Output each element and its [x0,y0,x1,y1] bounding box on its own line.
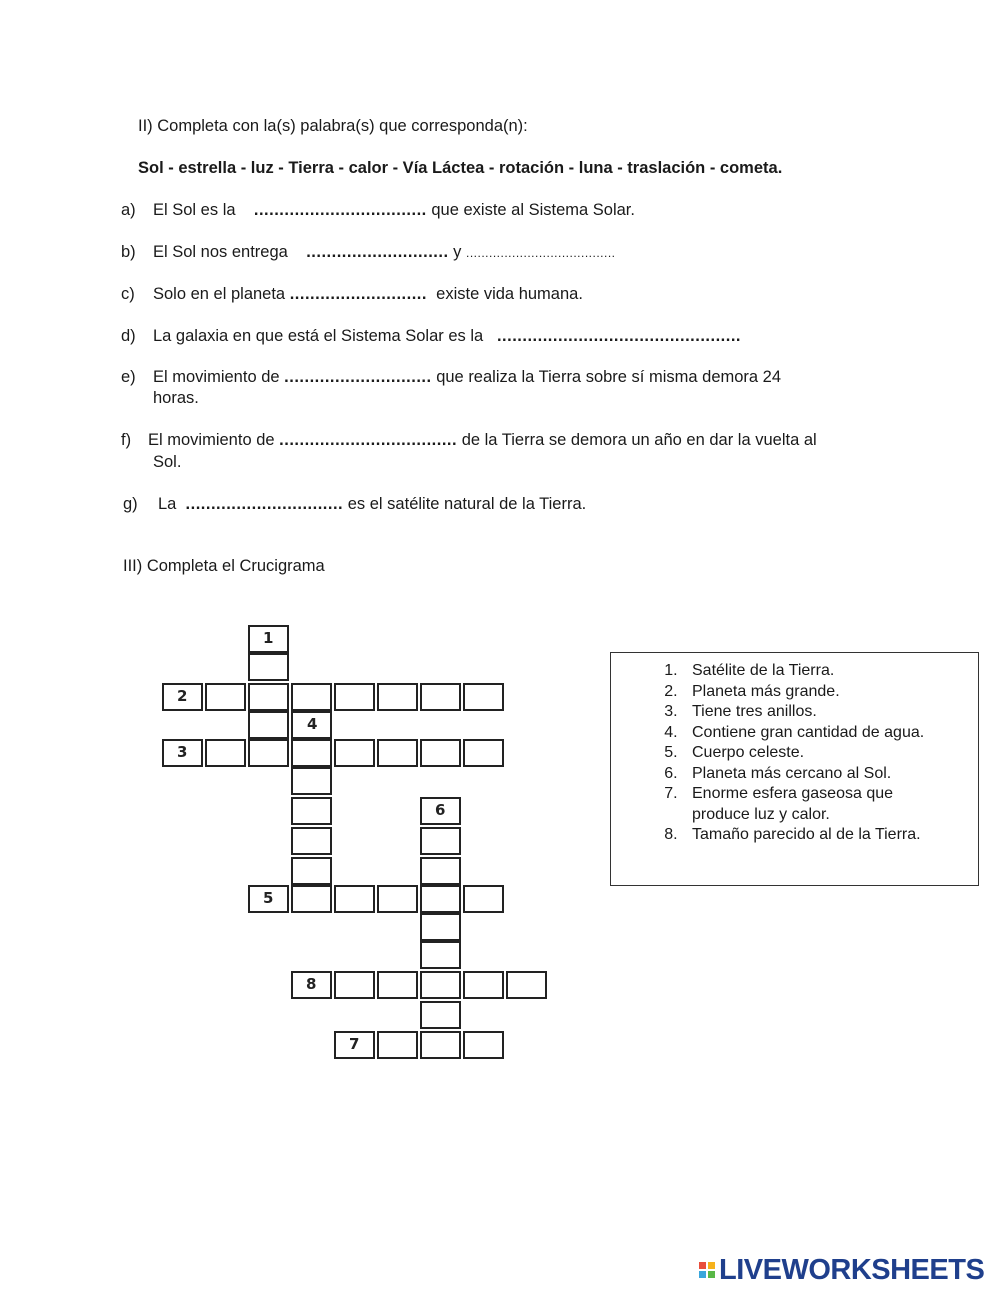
crossword-cell[interactable] [377,1031,418,1059]
crossword-number-8: 8 [306,975,317,993]
blank-e[interactable]: ............................. [284,368,432,386]
section2-title: II) Completa con la(s) palabra(s) que corresponda(n): [138,117,528,135]
crossword-number-2: 2 [177,687,188,705]
crossword-cell[interactable] [377,885,418,913]
crossword-cell[interactable] [248,711,289,739]
crossword-cell[interactable] [334,739,375,767]
crossword-cell[interactable] [291,683,332,711]
crossword-cell[interactable] [420,1031,461,1059]
logo-square [699,1271,706,1278]
clue-list [611,661,978,846]
blank-b2[interactable]: ....................................... [465,246,616,260]
clue-item: 2. Planeta más grande. [682,682,978,703]
crossword-cell[interactable] [420,941,461,969]
clue-item: 6. Planeta más cercano al Sol. [682,764,978,785]
crossword-number-3: 3 [177,743,188,761]
crossword-cell[interactable] [463,739,504,767]
question-e-cont: horas. [153,389,199,407]
clue-item: 4. Contiene gran cantidad de agua. [682,723,978,744]
crossword-cell[interactable] [420,857,461,885]
crossword-cell[interactable] [291,739,332,767]
crossword-cell[interactable] [291,767,332,795]
logo-square [699,1262,706,1269]
question-a: a) El Sol es la .................................. que existe al Sistema Solar. [121,201,635,219]
question-g: g) La ............................... es el satélite natural de la Tierra. [123,495,587,513]
question-e: e) El movimiento de ............................. que realiza la Tierra sobre sí misma demora 24 [121,368,782,386]
crossword-cell[interactable] [334,683,375,711]
question-f: f) El movimiento de ................................... de la Tierra se demora un año en dar la vuelta al [121,431,817,449]
crossword-cell[interactable] [248,683,289,711]
question-c: c) Solo en el planeta ........................... existe vida humana. [121,285,583,303]
crossword-cell[interactable] [205,683,246,711]
logo-square [708,1271,715,1278]
crossword-cell[interactable] [463,683,504,711]
crossword-cell[interactable] [420,885,461,913]
crossword-cell[interactable] [377,971,418,999]
crossword-cell[interactable] [291,827,332,855]
crossword-cell[interactable] [377,683,418,711]
crossword-number-5: 5 [263,889,274,907]
blank-c[interactable]: ........................... [289,285,427,303]
clue-box [610,652,979,886]
crossword-number-6: 6 [435,801,446,819]
crossword-cell[interactable] [463,1031,504,1059]
blank-f[interactable]: ................................... [279,431,458,449]
crossword-cell[interactable] [463,971,504,999]
clue-item: 5. Cuerpo celeste. [682,743,978,764]
liveworksheets-logo [698,1255,984,1285]
crossword-cell[interactable] [420,683,461,711]
logo-square [708,1262,715,1269]
crossword-cell[interactable] [334,885,375,913]
clue-item: 1. Satélite de la Tierra. [682,661,978,682]
question-b: b) El Sol nos entrega ............................ y ....................................... [121,243,616,261]
crossword-cell[interactable] [420,1001,461,1029]
crossword-cell[interactable] [377,739,418,767]
crossword-cell[interactable] [205,739,246,767]
crossword-cell[interactable] [420,971,461,999]
blank-b1[interactable]: ............................ [306,243,449,261]
clue-item: 3. Tiene tres anillos. [682,702,978,723]
word-bank: Sol - estrella - luz - Tierra - calor - Vía Láctea - rotación - luna - traslación - cometa. [138,159,783,177]
crossword-cell[interactable] [291,885,332,913]
crossword-cell[interactable] [463,885,504,913]
question-d: d) La galaxia en que está el Sistema Solar es la ................................................ [121,327,742,345]
crossword-cell[interactable] [248,653,289,681]
question-f-cont: Sol. [153,453,182,471]
blank-d[interactable]: ................................................ [496,327,742,345]
crossword-cell[interactable] [420,739,461,767]
clue-item: 7. Enorme esfera gaseosa que produce luz y calor. [682,784,927,825]
logo-icon [698,1261,716,1279]
logo-text: LIVEWORKSHEETS [719,1253,985,1286]
section3-title: III) Completa el Crucigrama [123,557,325,575]
crossword-cell[interactable] [291,797,332,825]
crossword-cell[interactable] [334,971,375,999]
crossword-cell[interactable] [420,827,461,855]
crossword-cell[interactable] [291,857,332,885]
crossword-cell[interactable] [506,971,547,999]
crossword-cell[interactable] [248,739,289,767]
crossword-number-4: 4 [307,715,318,733]
crossword-number-7: 7 [349,1035,360,1053]
blank-a[interactable]: .................................. [253,201,427,219]
crossword-number-1: 1 [263,629,274,647]
blank-g[interactable]: ............................... [185,495,344,513]
clue-item: 8. Tamaño parecido al de la Tierra. [682,825,978,846]
crossword-cell[interactable] [420,913,461,941]
